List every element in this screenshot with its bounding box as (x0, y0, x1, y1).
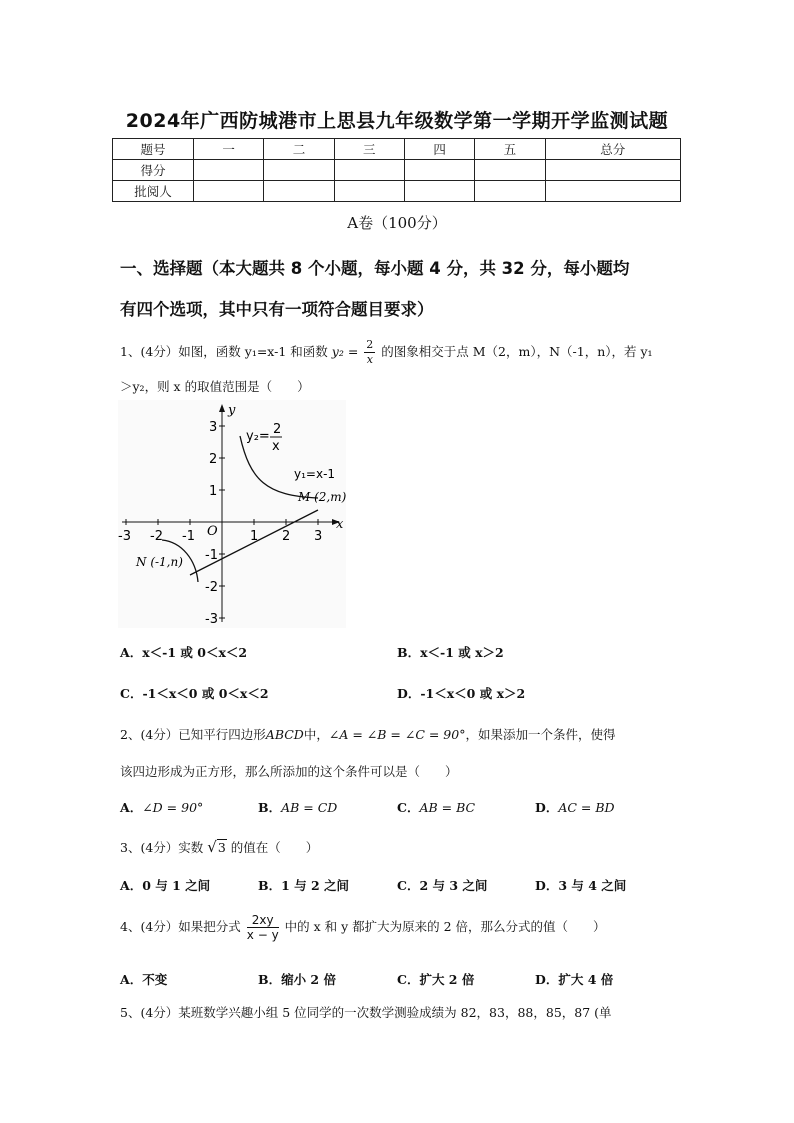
table-cell (194, 181, 264, 202)
table-cell (475, 181, 545, 202)
tick-label: 2 (209, 452, 218, 467)
table-cell (334, 160, 404, 181)
table-cell: 得分 (113, 160, 194, 181)
tick-label: -2 (150, 529, 163, 544)
q1-option-a[interactable]: A．x＜-1 或 0＜x＜2 (120, 645, 248, 660)
curve-label-numerator: 2 (273, 422, 282, 437)
table-cell: 一 (194, 139, 264, 160)
tick-label: 2 (282, 529, 291, 544)
tick-label: -3 (205, 612, 218, 627)
q1-option-d[interactable]: D．-1＜x＜0 或 x＞2 (397, 686, 526, 701)
q4-option-d[interactable]: D．扩大 4 倍 (535, 972, 614, 987)
table-cell: 四 (404, 139, 474, 160)
q2-option-d[interactable]: D．AC = BD (535, 800, 615, 815)
q1-stem-line1: 1、(4分）如图，函数 y₁=x-1 和函数 y₂ = $\frac{2}{x}$ 的图象相交于点 M（2，m），N（-1，n），若 y₁ (120, 338, 653, 366)
table-cell (264, 181, 334, 202)
table-cell (545, 181, 680, 202)
table-cell (404, 181, 474, 202)
section-a-heading: A卷（100分） (347, 214, 447, 232)
tick-label: -2 (205, 580, 218, 595)
q3-option-b[interactable]: B．1 与 2 之间 (258, 878, 350, 893)
origin-label: O (207, 524, 218, 539)
y-axis-label: y (228, 403, 236, 418)
table-cell (264, 160, 334, 181)
score-table (112, 138, 681, 202)
q3-option-a[interactable]: A．0 与 1 之间 (120, 878, 211, 893)
table-cell: 总分 (545, 139, 680, 160)
curve-label-denominator: x (272, 439, 280, 454)
tick-label: -3 (118, 529, 131, 544)
table-cell: 批阅人 (113, 181, 194, 202)
q5-stem: 5、(4分）某班数学兴趣小组 5 位同学的一次数学测验成绩为 82，83，88，85，87 (单 (120, 1005, 612, 1020)
table-cell: 三 (334, 139, 404, 160)
score-table-header (113, 139, 681, 160)
tick-label: 3 (209, 420, 218, 435)
q4-option-b[interactable]: B．缩小 2 倍 (258, 972, 336, 987)
point-n-label: N (-1,n) (136, 555, 183, 569)
x-axis-label: x (336, 517, 344, 532)
table-cell (194, 160, 264, 181)
line-label: y₁=x-1 (294, 467, 336, 481)
q3-option-c[interactable]: C．2 与 3 之间 (397, 878, 488, 893)
q2-option-a[interactable]: A．∠D = 90° (120, 800, 204, 815)
exam-title: 2024年广西防城港市上思县九年级数学第一学期开学监测试题 (125, 110, 669, 132)
sqrt-symbol: √ (207, 838, 217, 856)
table-cell: 二 (264, 139, 334, 160)
q4-fraction: $\frac{2xy}{x - y}$ (246, 913, 279, 942)
curve-label: y₂= (246, 429, 270, 444)
q4-stem: 4、(4分）如果把分式 $\frac{2xy}{x - y}$ 中的 x 和 y 都扩大为原来的 2 倍，那么分式的值（ ） (120, 913, 606, 942)
q2-option-b[interactable]: B．AB = CD (258, 800, 338, 815)
table-cell (334, 181, 404, 202)
q2-stem-line1: 2、(4分）已知平行四边形ABCD中，∠A = ∠B = ∠C = 90°，如果添加一个条件，使得 (120, 727, 616, 742)
q1-option-c[interactable]: C．-1＜x＜0 或 0＜x＜2 (120, 686, 269, 701)
tick-label: -1 (182, 529, 195, 544)
q3-option-d[interactable]: D．3 与 4 之间 (535, 878, 627, 893)
q1-stem-line2: ＞y₂，则 x 的取值范围是（ ） (120, 379, 310, 394)
table-cell (545, 160, 680, 181)
tick-label: 1 (250, 529, 259, 544)
part1-heading-line1: 一、选择题（本大题共 8 个小题，每小题 4 分，共 32 分，每小题均 (120, 259, 630, 278)
q4-option-c[interactable]: C．扩大 2 倍 (397, 972, 475, 987)
q1-function-graph (118, 400, 346, 628)
tick-label: -1 (205, 548, 218, 563)
tick-label: 3 (314, 529, 323, 544)
q4-option-a[interactable]: A．不变 (120, 972, 168, 987)
q3-stem: 3、(4分）实数 √3 的值在（ ） (120, 838, 319, 856)
table-cell (475, 160, 545, 181)
q1-y2-label: y₂ = (331, 344, 359, 359)
q2-stem-line2: 该四边形成为正方形，那么所添加的这个条件可以是（ ） (120, 764, 458, 779)
part1-heading-line2: 有四个选项，其中只有一项符合题目要求） (120, 300, 434, 319)
table-cell: 题号 (113, 139, 194, 160)
tick-label: 1 (209, 484, 218, 499)
q1-fraction: $\frac{2}{x}$ (366, 338, 374, 366)
table-cell (404, 160, 474, 181)
q1-option-b[interactable]: B．x＜-1 或 x＞2 (397, 645, 504, 660)
table-row (113, 181, 681, 202)
point-m-label: M (2,m) (298, 490, 346, 504)
table-row (113, 160, 681, 181)
q2-option-c[interactable]: C．AB = BC (397, 800, 476, 815)
table-cell: 五 (475, 139, 545, 160)
